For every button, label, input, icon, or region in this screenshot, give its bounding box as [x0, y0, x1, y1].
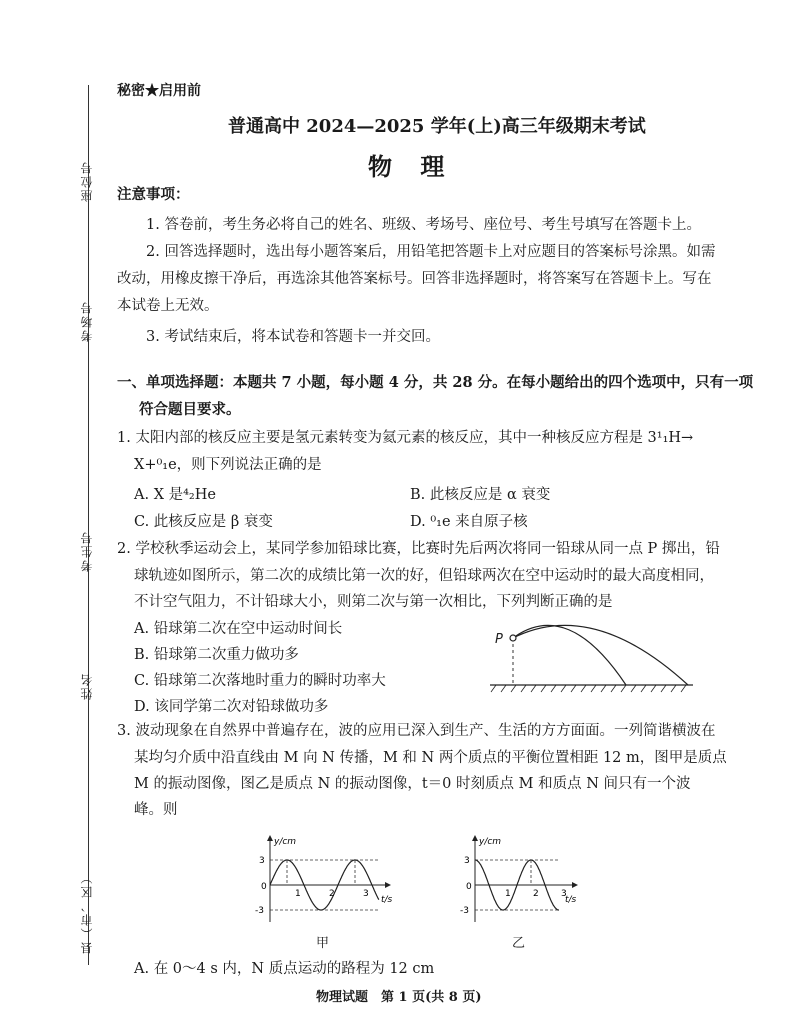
graph-yi [455, 830, 585, 930]
q3-stem2: 某均匀介质中沿直线由 M 向 N 传播，M 和 N 两个质点的平衡位置相距 12 m，图甲是质点 [134, 750, 727, 766]
q3-stem3: M 的振动图像，图乙是质点 N 的振动图像，t＝0 时刻质点 M 和质点 N 间只有一个波 [134, 776, 691, 792]
q3-stem1: 3. 波动现象在自然界中普遍存在，波的应用已深入到生产、生活的方方面面。一列简谐横波在 [117, 723, 716, 739]
q2-option-c: C. 铅球第二次落地时重力的瞬时功率大 [134, 673, 386, 689]
q1-option-c: C. 此核反应是 β 衰变 [134, 514, 273, 530]
jia-tick-2: 2 [329, 889, 335, 899]
jia-ybottom: -3 [255, 906, 264, 916]
jia-origin: 0 [261, 882, 267, 892]
q2-stem2: 球轨迹如图所示，第二次的成绩比第一次的好，但铅球两次在空中运动时的最大高度相同， [134, 568, 714, 584]
q3-stem4: 峰。则 [134, 802, 178, 818]
q2-stem3: 不计空气阻力，不计铅球大小，则第二次与第一次相比，下列判断正确的是 [134, 594, 613, 610]
q2-stem1: 2. 学校秋季运动会上，某同学参加铅球比赛，比赛时先后两次将同一铅球从同一点 P 掷出，铅 [117, 541, 720, 557]
q1-option-a: A. X 是⁴₂He [134, 487, 216, 503]
yi-ylabel: y/cm [479, 837, 502, 847]
notes-heading: 注意事项： [117, 186, 190, 203]
exam-room-label: 考场号 [80, 300, 94, 342]
city-label: 县（市、区） [80, 870, 94, 954]
point-p-label: P [495, 632, 503, 647]
section1-line1: 一、单项选择题：本题共 7 小题，每小题 4 分，共 28 分。在每小题给出的四个选项中，只有一项 [117, 374, 754, 391]
note-2c: 本试卷上无效。 [117, 298, 219, 314]
yi-ytop: 3 [464, 856, 470, 866]
graph-jia [250, 830, 400, 930]
seat-label: 座位号 [80, 160, 94, 202]
exam-title: 普通高中 2024—2025 学年(上)高三年级期末考试 [228, 116, 646, 137]
q1-option-b: B. 此核反应是 α 衰变 [410, 487, 551, 503]
shot-put-trajectory-figure [488, 612, 698, 694]
note-3: 3. 考试结束后，将本试卷和答题卡一并交回。 [146, 329, 440, 345]
q2-option-b: B. 铅球第二次重力做功多 [134, 647, 299, 663]
q2-option-a: A. 铅球第二次在空中运动时间长 [134, 621, 343, 637]
graph-yi-caption: 乙 [512, 936, 526, 951]
jia-xlabel: t/s [381, 895, 393, 905]
yi-xlabel: t/s [565, 895, 577, 905]
graph-jia-caption: 甲 [316, 936, 330, 951]
yi-tick-1: 1 [505, 889, 511, 899]
yi-tick-3: 3 [561, 889, 567, 899]
q2-option-d: D. 该同学第二次对铅球做功多 [134, 699, 329, 715]
note-2a: 2. 回答选择题时，选出每小题答案后，用铅笔把答题卡上对应题目的答案标号涂黑。如需 [146, 244, 716, 260]
q1-option-d: D. ⁰₁e 来自原子核 [410, 514, 528, 530]
q1-stem1: 1. 太阳内部的核反应主要是氢元素转变为氦元素的核反应，其中一种核反应方程是 3¹₁H→ [117, 430, 694, 446]
name-label: 姓名 [80, 672, 94, 700]
secret-mark: 秘密★启用前 [117, 83, 201, 99]
jia-tick-3: 3 [363, 889, 369, 899]
section1-line2: 符合题目要求。 [139, 401, 241, 418]
jia-ytop: 3 [259, 856, 265, 866]
yi-tick-2: 2 [533, 889, 539, 899]
yi-origin: 0 [466, 882, 472, 892]
jia-tick-1: 1 [295, 889, 301, 899]
note-1: 1. 答卷前，考生务必将自己的姓名、班级、考场号、座位号、考生号填写在答题卡上。 [146, 217, 701, 233]
q1-stem2: X+⁰₁e，则下列说法正确的是 [134, 457, 322, 473]
exam-no-label: 考生号 [80, 530, 94, 572]
subject-title: 物 理 [368, 152, 455, 181]
note-2b: 改动，用橡皮擦干净后，再选涂其他答案标号。回答非选择题时，将答案写在答题卡上。写在 [117, 271, 712, 287]
page-footer: 物理试题 第 1 页(共 8 页) [316, 990, 482, 1005]
yi-ybottom: -3 [460, 906, 469, 916]
binding-line [88, 85, 89, 965]
q3-option-a: A. 在 0～4 s 内，N 质点运动的路程为 12 cm [134, 961, 435, 977]
jia-ylabel: y/cm [274, 837, 297, 847]
